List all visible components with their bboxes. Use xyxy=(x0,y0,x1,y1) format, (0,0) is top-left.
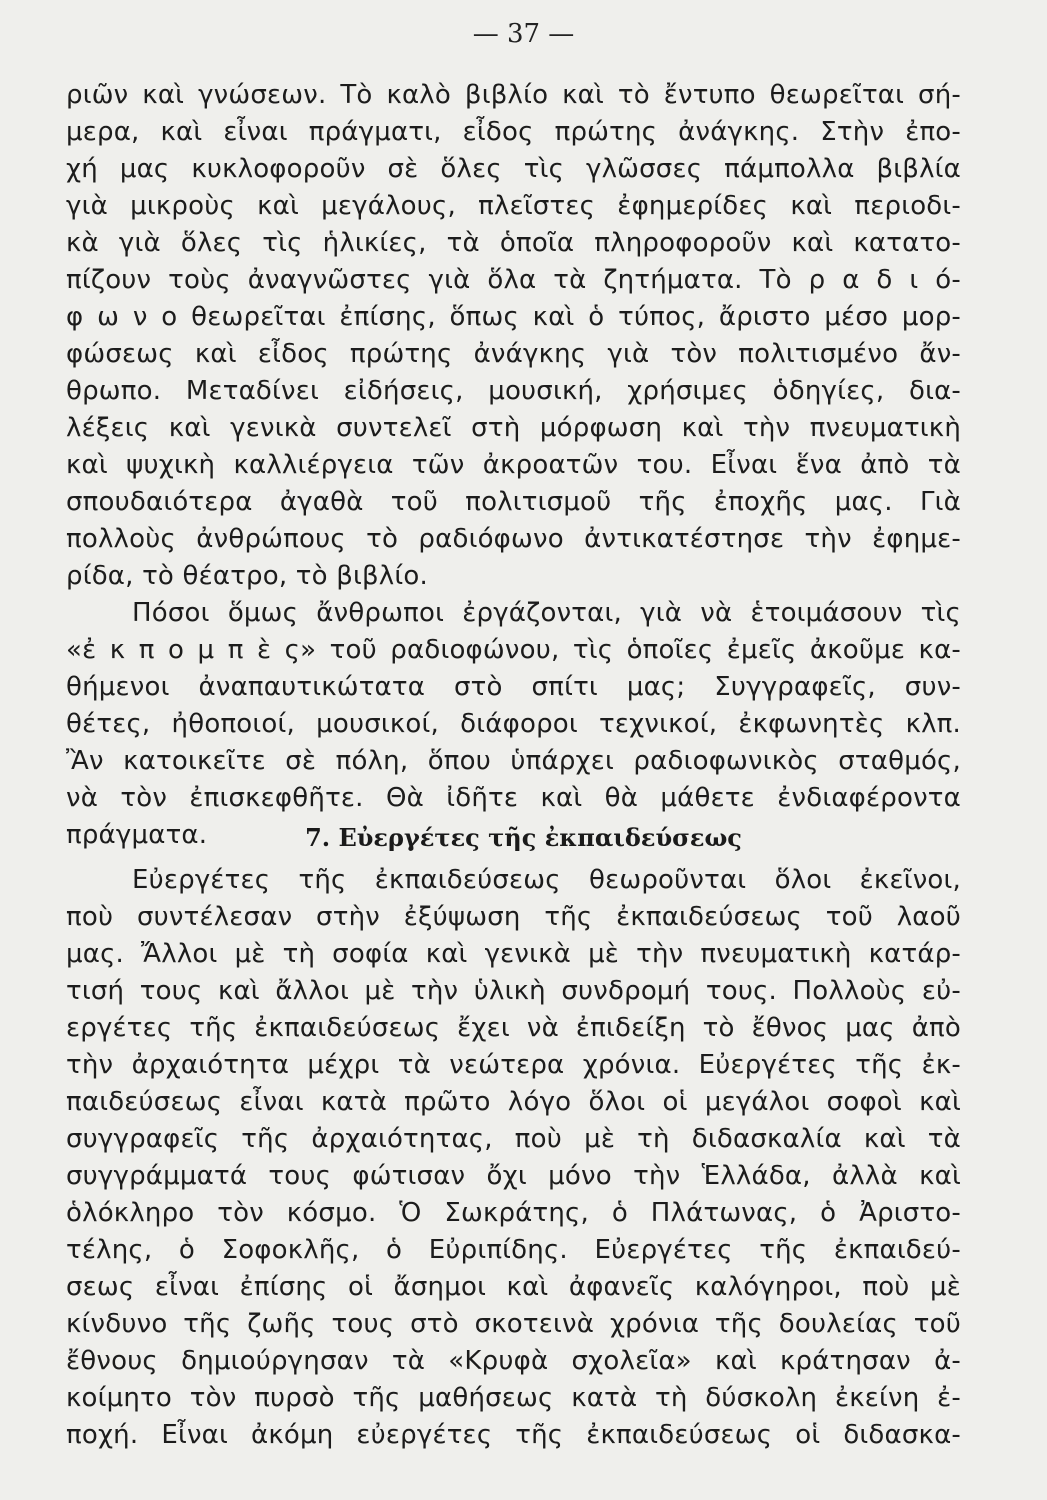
text-line: ριῶν καὶ γνώσεων. Τὸ καλὸ βιβλίο καὶ τὸ ἔντυπο θεωρεῖται σή- xyxy=(66,80,961,110)
text-line: καὶ ψυχικὴ καλλιέργεια τῶν ἀκροατῶν του. Εἶναι ἕνα ἀπὸ τὰ xyxy=(66,450,961,480)
text-line: λέξεις καὶ γενικὰ συντελεῖ στὴ μόρφωση καὶ τὴν πνευματικὴ xyxy=(66,413,961,443)
text-line: πράγματα. xyxy=(66,820,208,850)
text-line: ποχή. Εἶναι ἀκόμη εὐεργέτες τῆς ἐκπαιδεύσεως οἱ διδασκα- xyxy=(66,1420,961,1450)
text-line: Εὐεργέτες τῆς ἐκπαιδεύσεως θεωροῦνται ὅλοι ἐκεῖνοι, xyxy=(132,865,961,895)
text-line: τέλης, ὁ Σοφοκλῆς, ὁ Εὐριπίδης. Εὐεργέτες τῆς ἐκπαιδεύ- xyxy=(66,1235,961,1265)
text-line: φώσεως καὶ εἶδος πρώτης ἀνάγκης γιὰ τὸν πολιτισμένο ἄν- xyxy=(66,339,961,369)
text-line: ἔθνους δημιούργησαν τὰ «Κρυφὰ σχολεῖα» καὶ κράτησαν ἀ- xyxy=(66,1346,961,1376)
text-line: εργέτες τῆς ἐκπαιδεύσεως ἔχει νὰ ἐπιδείξη τὸ ἔθνος μας ἀπὸ xyxy=(66,1013,961,1043)
text-line: θέτες, ἠθοποιοί, μουσικοί, διάφοροι τεχνικοί, ἐκφωνητὲς κλπ. xyxy=(66,709,961,739)
paragraph-radio-part1 xyxy=(66,77,961,595)
text-line: σπουδαιότερα ἀγαθὰ τοῦ πολιτισμοῦ τῆς ἐποχῆς μας. Γιὰ xyxy=(66,487,961,517)
text-line: συγγραφεῖς τῆς ἀρχαιότητας, ποὺ μὲ τὴ διδασκαλία καὶ τὰ xyxy=(66,1124,961,1154)
text-line: θήμενοι ἀναπαυτικώτατα στὸ σπίτι μας; Συγγραφεῖς, συν- xyxy=(66,672,961,702)
paragraph-radio-part2 xyxy=(66,595,961,854)
text-block-benefactors xyxy=(66,862,961,1454)
text-line: κίνδυνο τῆς ζωῆς τους στὸ σκοτεινὰ χρόνια τῆς δουλείας τοῦ xyxy=(66,1309,961,1339)
text-line: πολλοὺς ἀνθρώπους τὸ ραδιόφωνο ἀντικατέστησε τὴν ἐφημε- xyxy=(66,524,961,554)
text-line: τισή τους καὶ ἄλλοι μὲ τὴν ὑλικὴ συνδρομή τους. Πολλοὺς εὐ- xyxy=(66,976,961,1006)
text-line: νὰ τὸν ἐπισκεφθῆτε. Θὰ ἰδῆτε καὶ θὰ μάθετε ἐνδιαφέροντα xyxy=(66,783,961,813)
text-line: Ἂν κατοικεῖτε σὲ πόλη, ὅπου ὑπάρχει ραδιοφωνικὸς σταθμός, xyxy=(66,746,961,776)
text-line: χή μας κυκλοφοροῦν σὲ ὅλες τὶς γλῶσσες πάμπολλα βιβλία xyxy=(66,154,961,184)
text-block-radio xyxy=(66,77,961,854)
text-line: Πόσοι ὅμως ἄνθρωποι ἐργάζονται, γιὰ νὰ ἑτοιμάσουν τὶς xyxy=(132,598,961,628)
text-line: «ἐ κ π ο μ π ὲ ς» τοῦ ραδιοφώνου, τὶς ὁποῖες ἐμεῖς ἀκοῦμε κα- xyxy=(66,635,961,665)
text-line: ποὺ συντέλεσαν στὴν ἐξύψωση τῆς ἐκπαιδεύσεως τοῦ λαοῦ xyxy=(66,902,961,932)
text-line: κὰ γιὰ ὅλες τὶς ἡλικίες, τὰ ὁποῖα πληροφοροῦν καὶ κατατο- xyxy=(66,228,961,258)
text-line: φ ω ν ο θεωρεῖται ἐπίσης, ὅπως καὶ ὁ τύπος, ἄριστο μέσο μορ- xyxy=(66,302,961,332)
text-line: ρίδα, τὸ θέατρο, τὸ βιβλίο. xyxy=(66,561,428,591)
text-line: ὁλόκληρο τὸν κόσμο. Ὁ Σωκράτης, ὁ Πλάτωνας, ὁ Ἀριστο- xyxy=(66,1198,961,1228)
text-line: σεως εἶναι ἐπίσης οἱ ἄσημοι καὶ ἀφανεῖς καλόγηροι, ποὺ μὲ xyxy=(66,1272,961,1302)
text-line: μερα, καὶ εἶναι πράγματι, εἶδος πρώτης ἀνάγκης. Στὴν ἐπο- xyxy=(66,117,961,147)
text-line: πίζουν τοὺς ἀναγνῶστες γιὰ ὅλα τὰ ζητήματα. Τὸ ρ α δ ι ό- xyxy=(66,265,961,295)
text-line: συγγράμματά τους φώτισαν ὄχι μόνο τὴν Ἑλλάδα, ἀλλὰ καὶ xyxy=(66,1161,961,1191)
page-number: — 37 — xyxy=(472,19,575,49)
text-line: γιὰ μικροὺς καὶ μεγάλους, πλεῖστες ἐφημερίδες καὶ περιοδι- xyxy=(66,191,961,221)
text-line: θρωπο. Μεταδίνει εἰδήσεις, μουσική, χρήσιμες ὁδηγίες, δια- xyxy=(66,376,961,406)
text-line: τὴν ἀρχαιότητα μέχρι τὰ νεώτερα χρόνια. Εὐεργέτες τῆς ἐκ- xyxy=(66,1050,961,1080)
section-heading: 7. Εὐεργέτες τῆς ἐκπαιδεύσεως xyxy=(305,823,742,852)
text-line: κοίμητο τὸν πυρσὸ τῆς μαθήσεως κατὰ τὴ δύσκολη ἐκείνη ἐ- xyxy=(66,1383,961,1413)
text-line: παιδεύσεως εἶναι κατὰ πρῶτο λόγο ὅλοι οἱ μεγάλοι σοφοὶ καὶ xyxy=(66,1087,961,1117)
text-line: μας. Ἄλλοι μὲ τὴ σοφία καὶ γενικὰ μὲ τὴν πνευματικὴ κατάρ- xyxy=(66,939,961,969)
